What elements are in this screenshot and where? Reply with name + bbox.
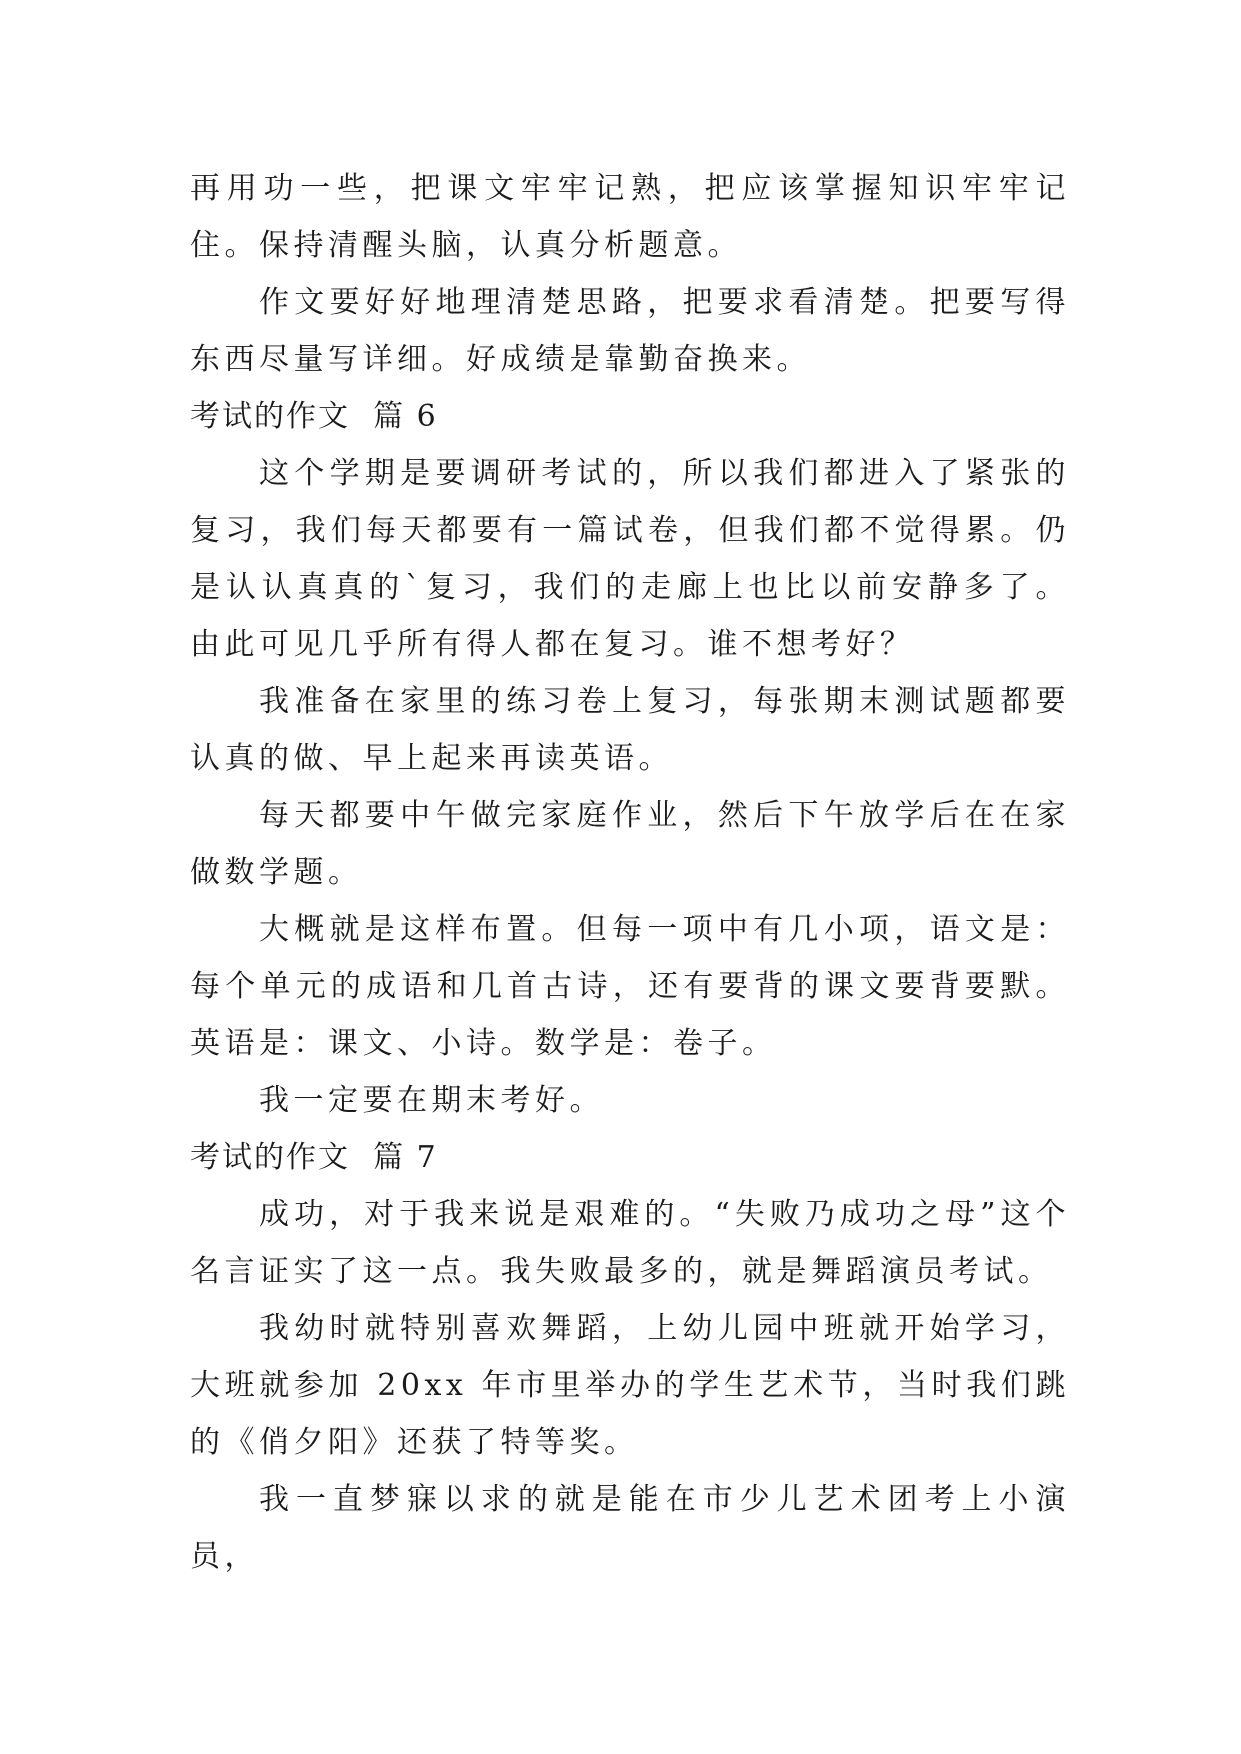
paragraph: 作文要好好地理清楚思路，把要求看清楚。把要写得东西尽量写详细。好成绩是靠勤奋换来。 xyxy=(190,285,1070,377)
paragraph: 我一定要在期末考好。 xyxy=(259,1083,604,1118)
paragraph: 我一直梦寐以求的就是能在市少儿艺术团考上小演员， xyxy=(190,1482,1070,1574)
paragraph: 每天都要中午做完家庭作业，然后下午放学后在在家做数学题。 xyxy=(190,798,1070,890)
paragraph: 我幼时就特别喜欢舞蹈，上幼儿园中班就开始学习，大班就参加 20xx 年市里举办的学生艺术节，当时我们跳的《俏夕阳》还获了特等奖。 xyxy=(190,1311,1070,1460)
paragraph: 这个学期是要调研考试的，所以我们都进入了紧张的复习，我们每天都要有一篇试卷，但我们都不觉得累。仍是认认真真的`复习，我们的走廊上也比以前安静多了。由此可见几乎所有得人都在复习。谁不想考好？ xyxy=(190,456,1070,662)
paragraph: 我准备在家里的练习卷上复习，每张期末测试题都要认真的做、早上起来再读英语。 xyxy=(190,684,1070,776)
section-heading: 考试的作文 篇 7 xyxy=(190,1140,438,1175)
paragraph: 成功，对于我来说是艰难的。“失败乃成功之母”这个名言证实了这一点。我失败最多的，就是舞蹈演员考试。 xyxy=(190,1197,1070,1289)
section-heading: 考试的作文 篇 6 xyxy=(190,399,438,434)
paragraph: 再用功一些，把课文牢牢记熟，把应该掌握知识牢牢记住。保持清醒头脑，认真分析题意。 xyxy=(190,171,1070,263)
paragraph: 大概就是这样布置。但每一项中有几小项，语文是：每个单元的成语和几首古诗，还有要背的课文要背要默。英语是：课文、小诗。数学是：卷子。 xyxy=(190,912,1070,1061)
document-body xyxy=(190,160,1070,1585)
